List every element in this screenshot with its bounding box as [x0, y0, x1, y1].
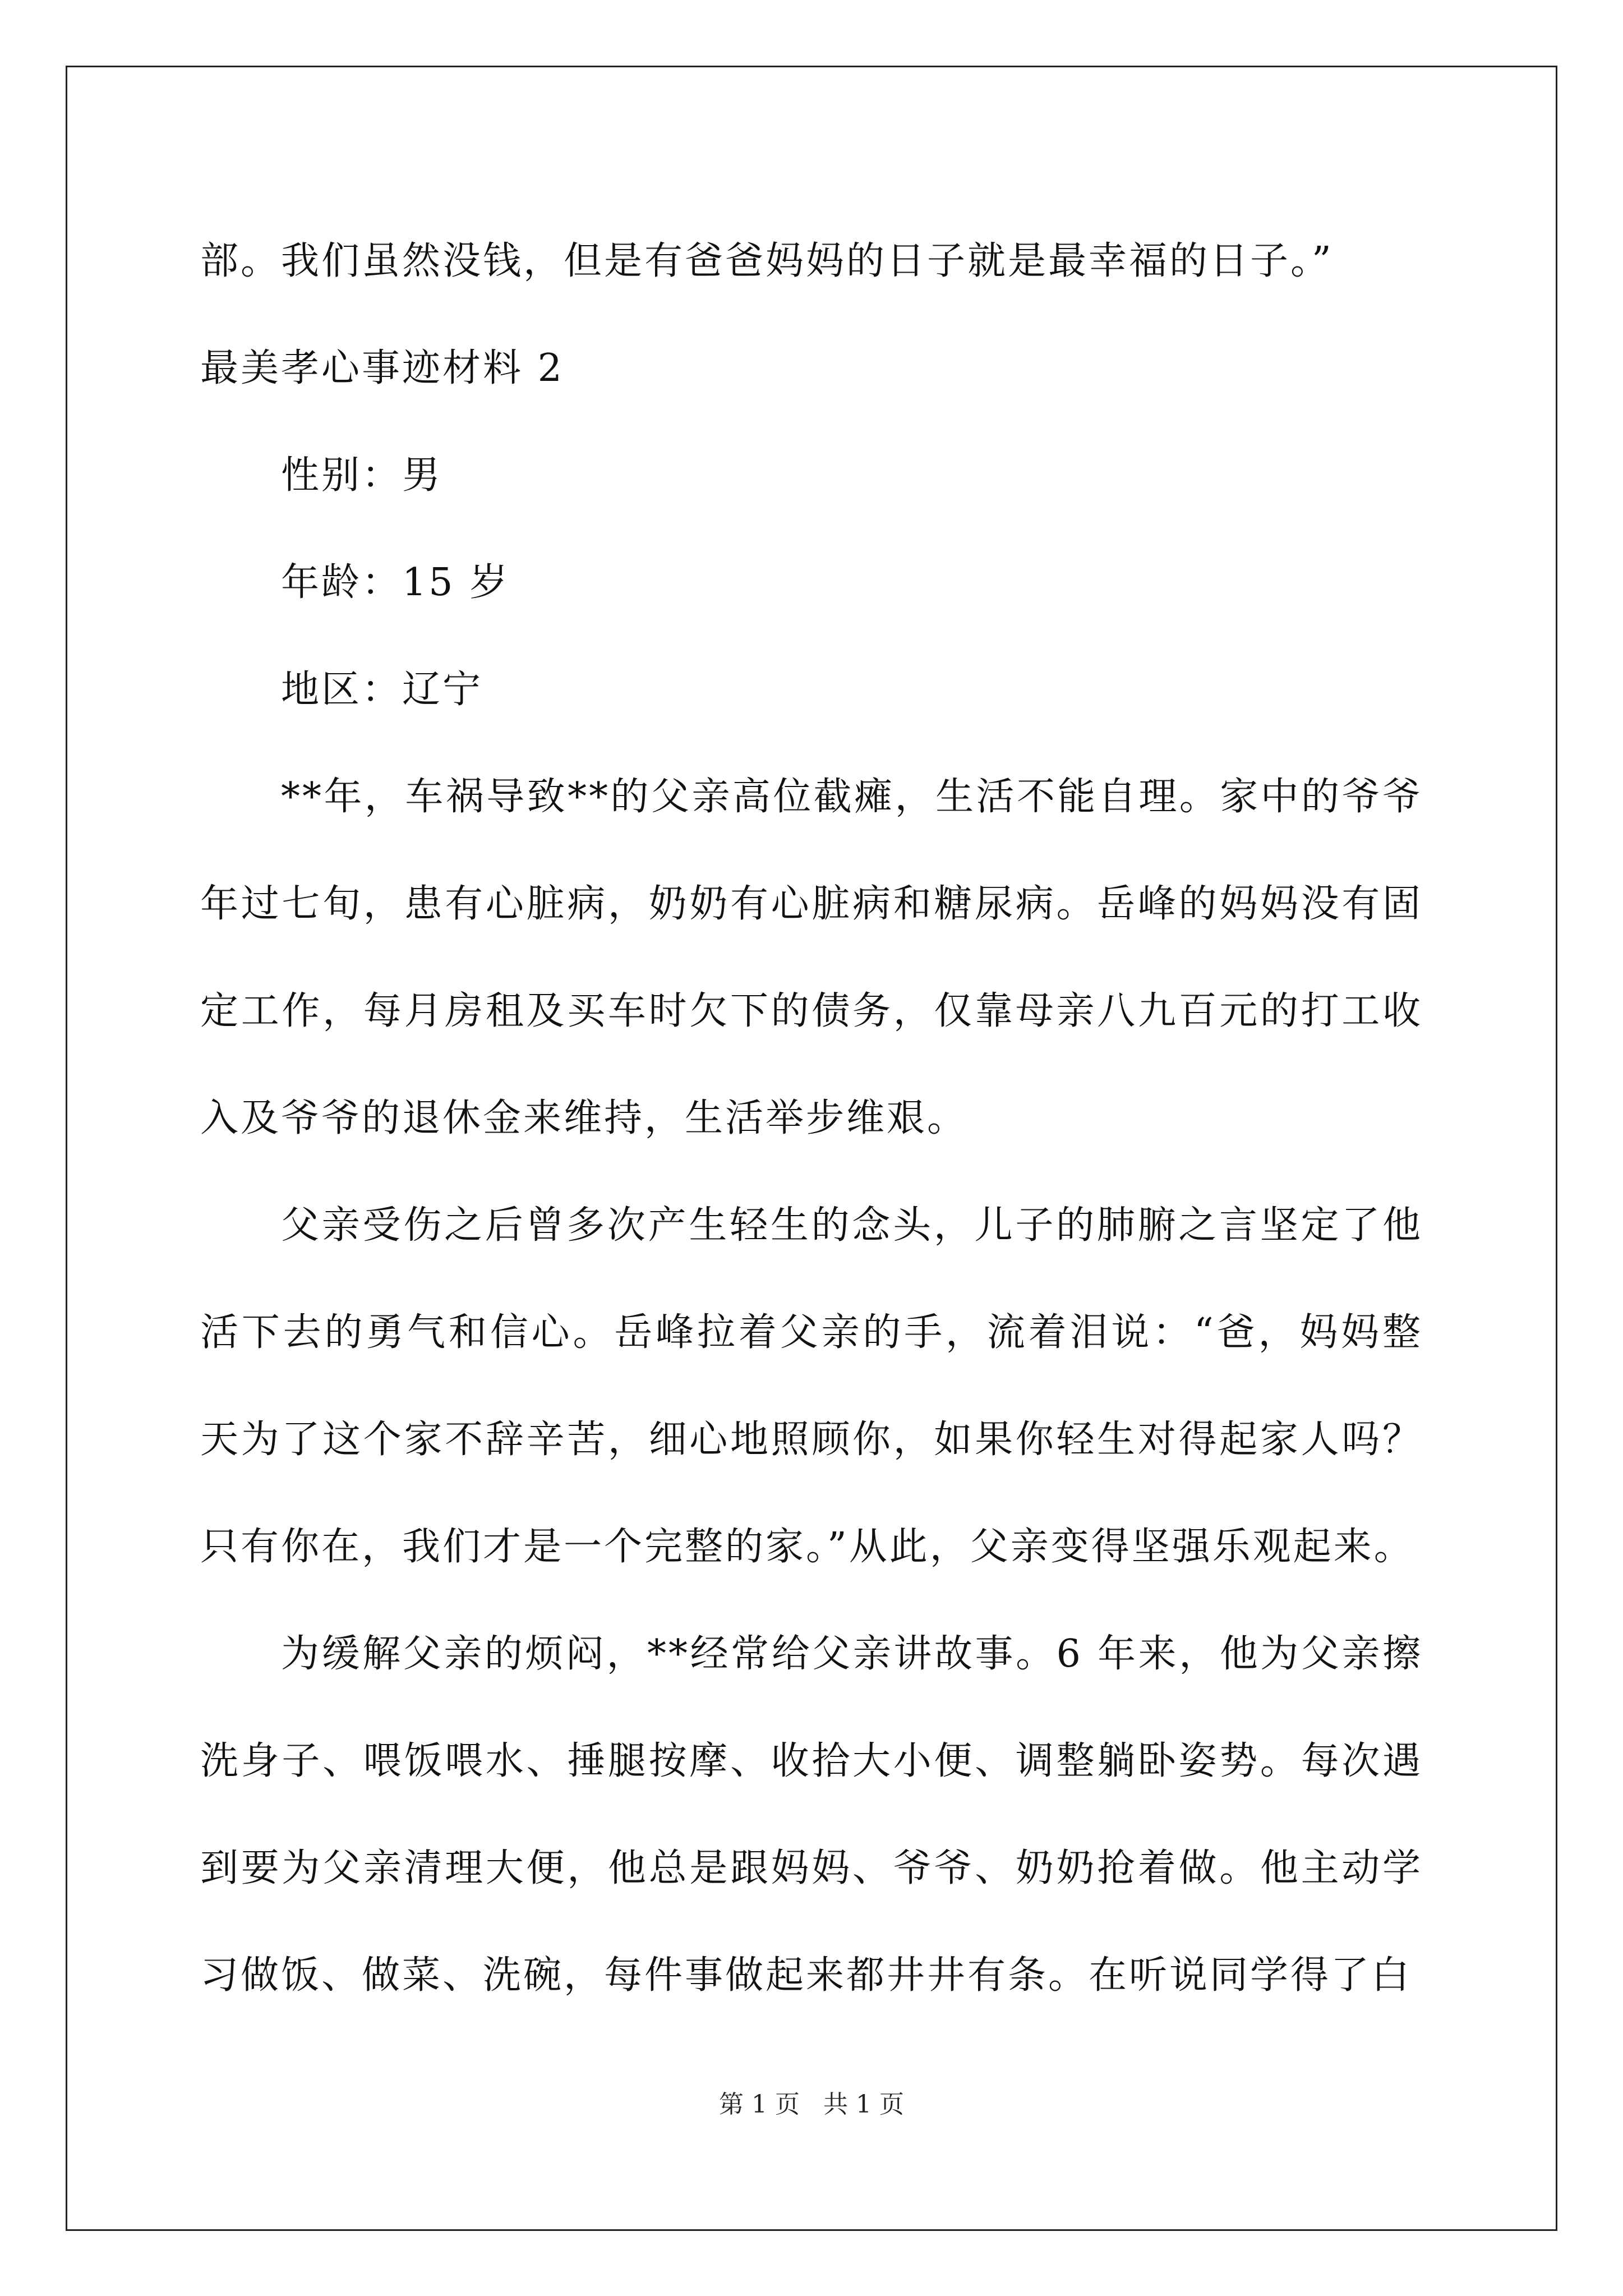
continuation-line: 部。我们虽然没钱，但是有爸爸妈妈的日子就是最幸福的日子。” [200, 239, 1334, 283]
page-total: 共 1 页 [823, 2090, 904, 2119]
meta-region: 地区：辽宁 [281, 668, 483, 712]
paragraph-3: 为缓解父亲的烦闷，**经常给父亲讲故事。6 年来，他为父亲擦洗身子、喂饭喂水、捶腿按摩、收拾大小便、调整躺卧姿势。每次遇到要为父亲清理大便，他总是跟妈妈、爷爷、奶奶抢着做。他主动学习做饭、做菜、洗碗，每件事做起来都井井有条。在听说同学得了白 [200, 1632, 1423, 1998]
paragraph-1: **年，车祸导致**的父亲高位截瘫，生活不能自理。家中的爷爷年过七旬，患有心脏病，奶奶有心脏病和糖尿病。岳峰的妈妈没有固定工作，每月房租及买车时欠下的债务，仅靠母亲八九百元的打工收入及爷爷的退休金来维持，生活举步维艰。 [200, 775, 1423, 1140]
page-footer [0, 2084, 1623, 2120]
section-heading: 最美孝心事迹材料 2 [200, 346, 564, 390]
meta-gender: 性别：男 [281, 453, 443, 498]
paragraph-2: 父亲受伤之后曾多次产生轻生的念头，儿子的肺腑之言坚定了他活下去的勇气和信心。岳峰拉着父亲的手，流着泪说：“爸，妈妈整天为了这个家不辞辛苦，细心地照顾你，如果你轻生对得起家人吗？只有你在，我们才是一个完整的家。”从此，父亲变得坚强乐观起来。 [200, 1203, 1423, 1569]
document-body [200, 208, 1423, 2029]
page-number: 第 1 页 [719, 2090, 800, 2119]
meta-age: 年龄：15 岁 [281, 560, 510, 605]
